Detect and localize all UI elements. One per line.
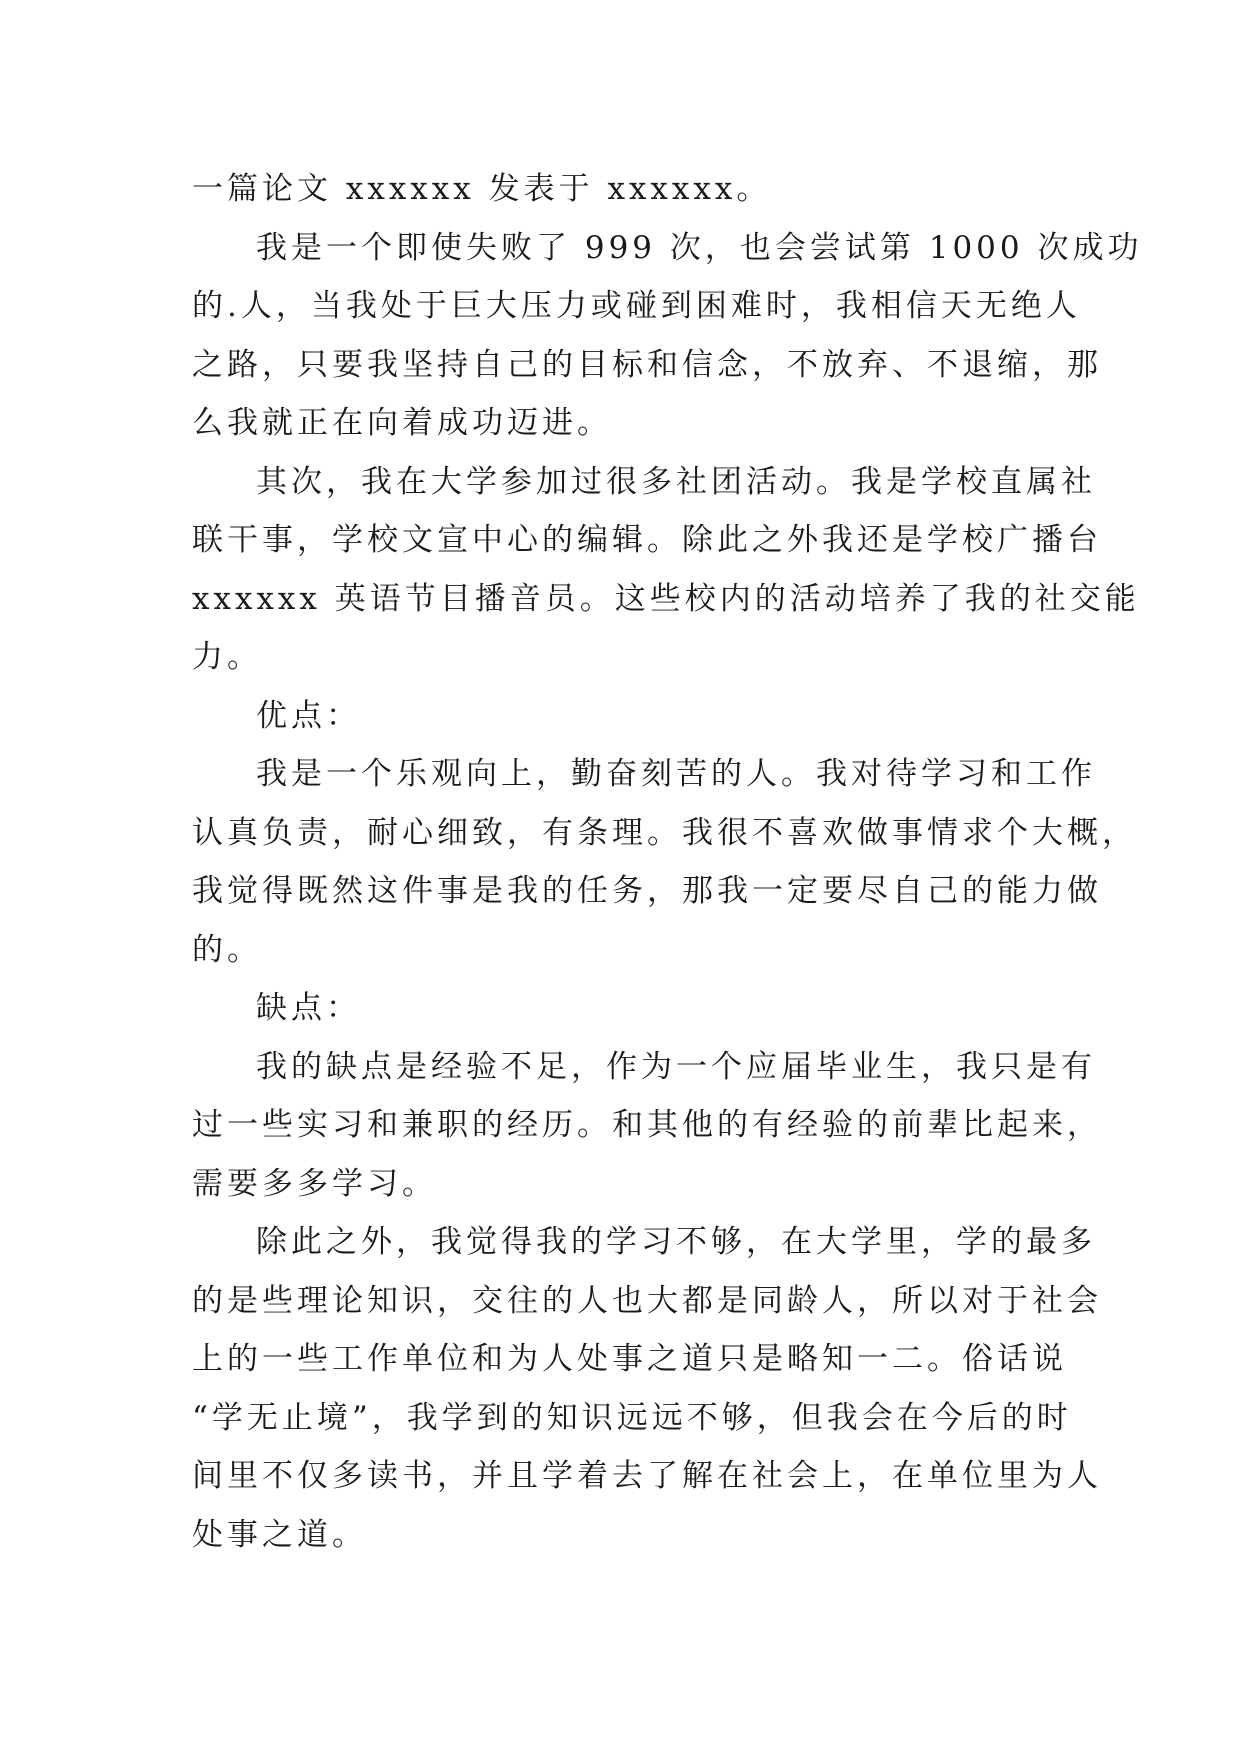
paragraph-first-line: 我是一个乐观向上，勤奋刻苦的人。我对待学习和工作 [256,756,1096,792]
section-heading-weaknesses: 缺点： [256,990,361,1026]
paragraph-first-line: 其次，我在大学参加过很多社团活动。我是学校直属社 [256,463,1096,500]
text-line: 么我就正在向着成功迈进。 [192,405,612,441]
text-line: 需要多多学习。 [192,1165,437,1202]
text-line: “学无止境”，我学到的知识远远不够，但我会在今后的时 [192,1399,1072,1436]
text-line: 之路，只要我坚持自己的目标和信念，不放弃、不退缩，那 [192,346,1102,383]
text-line: 力。 [192,639,262,675]
document-body [192,160,1143,1564]
text-line: 间里不仅多读书，并且学着去了解在社会上，在单位里为人 [192,1458,1102,1494]
text-line: 处事之道。 [192,1516,367,1553]
text-line: 我觉得既然这件事是我的任务，那我一定要尽自己的能力做 [192,873,1102,909]
text-line: 的是些理论知识，交往的人也大都是同龄人，所以对于社会 [192,1282,1102,1319]
text-line: 的。 [192,931,262,968]
text-line: 一篇论文 xxxxxx 发表于 xxxxxx。 [192,171,772,207]
text-line: xxxxxx 英语节目播音员。这些校内的活动培养了我的社交能 [192,580,1140,617]
paragraph-first-line: 我的缺点是经验不足，作为一个应届毕业生，我只是有 [256,1048,1096,1085]
text-line: 的.人，当我处于巨大压力或碰到困难时，我相信天无绝人 [192,288,1081,324]
paragraph-first-line: 我是一个即使失败了 999 次，也会尝试第 1000 次成功 [256,229,1143,266]
paragraph-first-line: 除此之外，我觉得我的学习不够，在大学里，学的最多 [256,1224,1096,1260]
text-line: 联干事，学校文宣中心的编辑。除此之外我还是学校广播台 [192,522,1102,558]
section-heading-strengths: 优点： [256,697,361,734]
text-line: 过一些实习和兼职的经历。和其他的有经验的前辈比起来， [192,1107,1102,1143]
text-line: 上的一些工作单位和为人处事之道只是略知一二。俗话说 [192,1341,1067,1377]
text-line: 认真负责，耐心细致，有条理。我很不喜欢做事情求个大概， [192,814,1137,851]
